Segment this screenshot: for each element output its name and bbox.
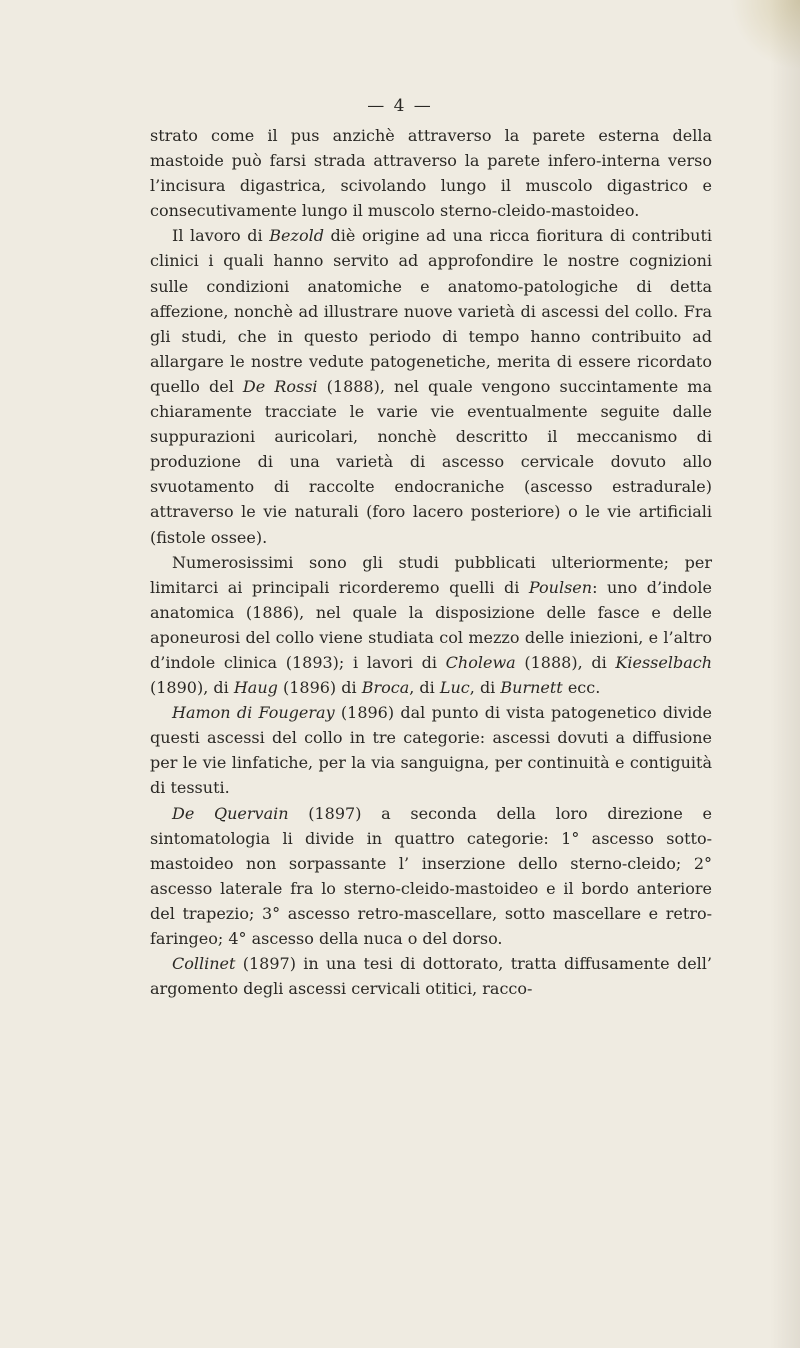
text-run: strato come il pus anzichè attraverso la parete esterna della mastoide può farsi strada attraverso la parete infero-interna verso l’incisura digastrica, scivolando lungo il muscolo digastrico e consecutivamente lungo il muscolo sterno-cleido-mastoideo.	[150, 126, 712, 221]
paragraph	[150, 801, 712, 952]
page-edge-shadow	[770, 0, 800, 1348]
text-run: (1888), di	[515, 652, 616, 672]
author-name: Burnett	[500, 678, 563, 698]
body-text	[150, 123, 712, 1001]
text-run: , di	[409, 678, 440, 698]
text-run: Il lavoro di	[172, 226, 270, 246]
text-run: (1896) di	[277, 678, 362, 698]
paragraph	[150, 550, 712, 701]
paragraph	[150, 223, 712, 549]
author-name: Bezold	[269, 226, 324, 246]
page-number: — 4 —	[367, 96, 433, 116]
text-run: (1896) dal punto di vista patogenetico divide questi ascessi del collo in tre categorie: ascessi dovuti a diffusione per le vie linfatiche, per la via sanguigna, per continuità e contiguità di tessuti.	[150, 703, 712, 798]
author-name: Luc	[439, 678, 470, 698]
author-name: Broca	[361, 678, 410, 698]
author-name: Poulsen	[528, 577, 593, 597]
paragraph	[150, 123, 712, 223]
text-run: (1897) a seconda della loro direzione e sintomatologia li divide in quattro categorie: 1° ascesso sotto-mastoideo non sorpassante l’ inserzione dello sterno-cleido; 2° ascesso laterale fra lo sterno-cleido-mastoideo e il bordo anteriore del trapezio; 3° ascesso retro-mascellare, sotto mascellare e retro-faringeo; 4° ascesso della nuca o del dorso.	[150, 803, 712, 948]
author-name: Hamon di Fougeray	[172, 703, 335, 723]
text-run: Numerosissimi sono gli studi pubblicati ulteriormente; per limitarci ai principali ricorderemo quelli di	[150, 552, 712, 597]
author-name: De Quervain	[172, 803, 289, 823]
author-name: Haug	[233, 678, 278, 698]
text-run: (1897) in una tesi di dottorato, tratta diffusamente dell’ argomento degli ascessi cervicali otitici, racco-	[150, 954, 712, 999]
text-run: , di	[469, 678, 501, 698]
text-run: ecc.	[562, 678, 601, 698]
author-name: Cholewa	[445, 652, 516, 672]
paragraph	[150, 951, 712, 1001]
text-run: (1890), di	[150, 678, 234, 698]
text-run: diè origine ad una ricca fioritura di contributi clinici i quali hanno servito ad approfondire le nostre cognizioni sulle condizioni anatomiche e anatomo-patologiche di detta affezione, nonchè ad illustrare nuove varietà di ascessi del collo. Fra gli studi, che in questo periodo di tempo hanno contribuito ad allargare le nostre vedute patogenetiche, merita di essere ricordato quello del	[150, 226, 712, 396]
author-name: Collinet	[172, 954, 236, 974]
text-run: : uno d’indole anatomica (1886), nel quale la disposizione delle fasce e delle aponeurosi del collo viene studiata col mezzo delle iniezioni, e l’altro d’indole clinica (1893); i lavori di	[150, 577, 712, 672]
author-name: Kiesselbach	[615, 652, 712, 672]
paragraph	[150, 700, 712, 800]
author-name: De Rossi	[242, 376, 318, 396]
text-run: (1888), nel quale vengono succintamente ma chiaramente tracciate le varie vie eventualmente seguite dalle suppurazioni auricolari, nonchè descritto il meccanismo di produzione di una varietà di ascesso cervicale dovuto allo svuotamento di raccolte endocraniche (ascesso estradurale) attraverso le vie naturali (foro lacero posteriore) o le vie artificiali (fistole ossee).	[150, 376, 713, 547]
